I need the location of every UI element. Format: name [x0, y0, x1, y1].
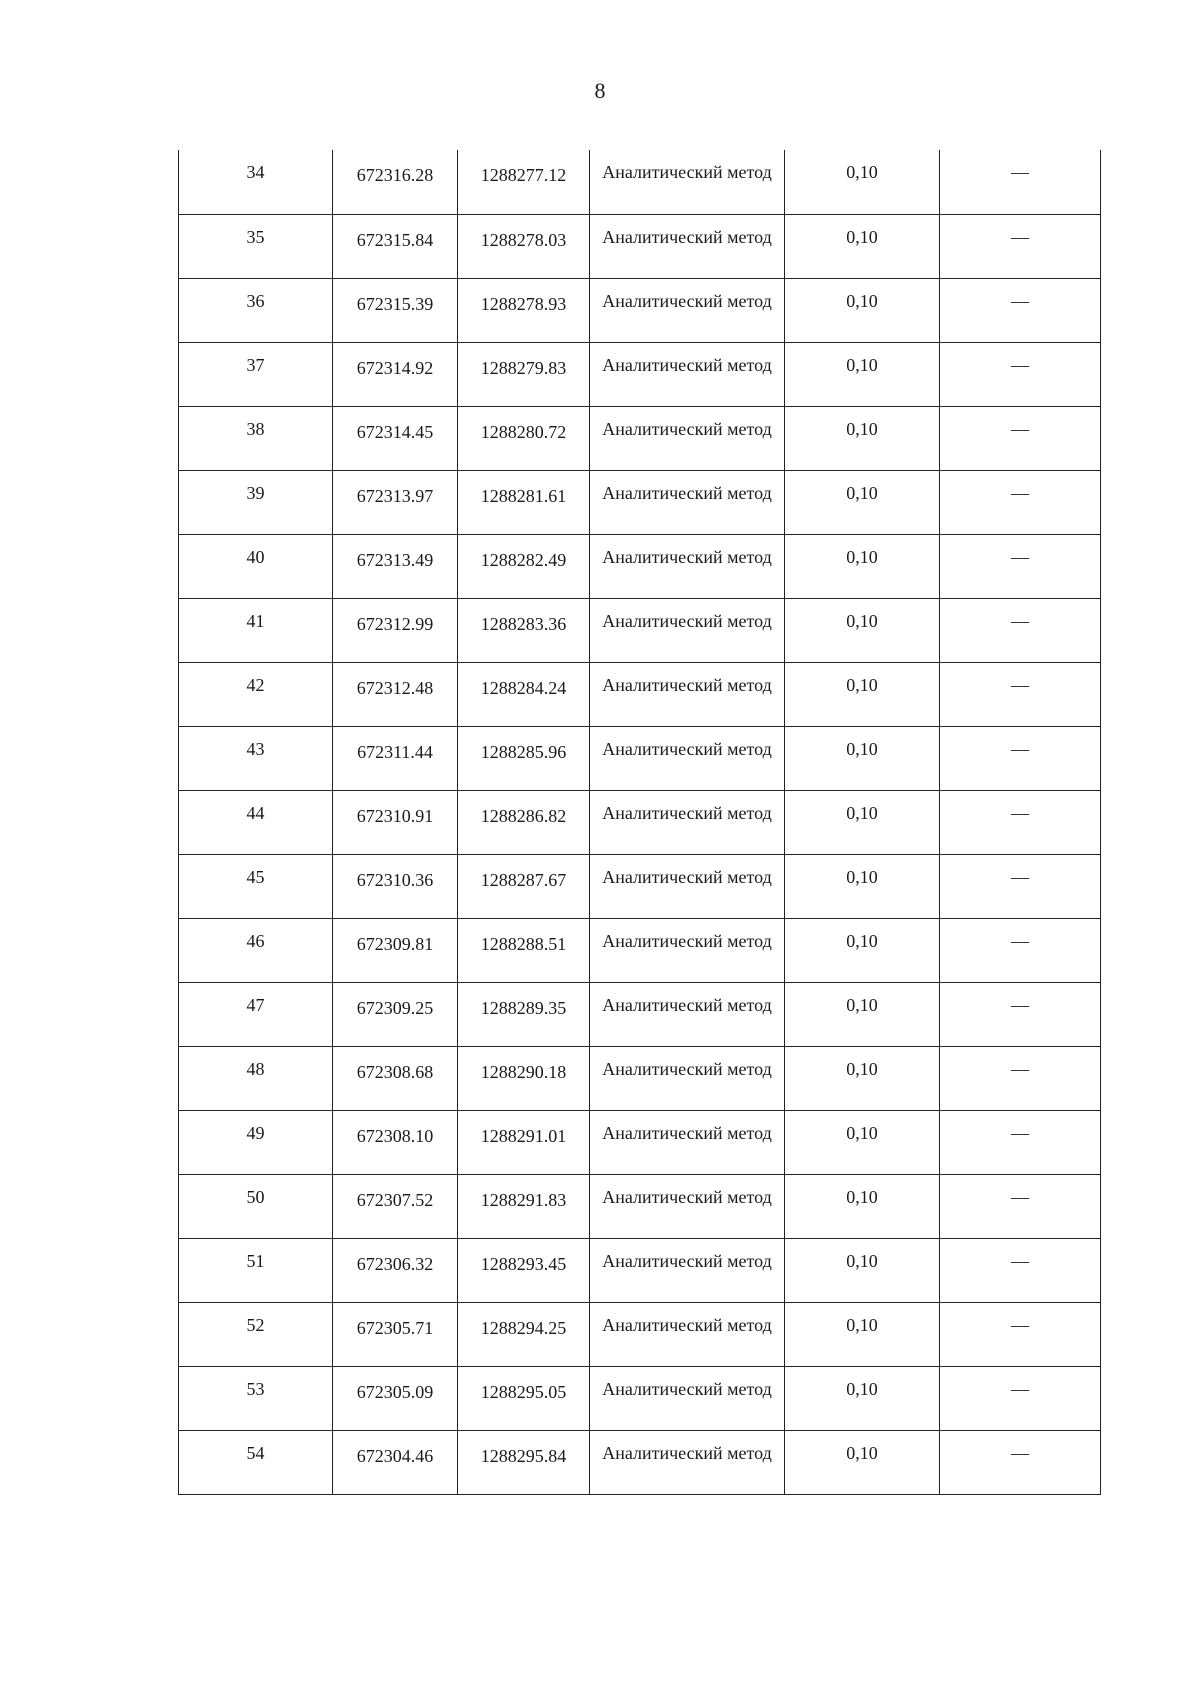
- point-number-cell: 43: [179, 726, 333, 790]
- x-coordinate-cell: 672313.49: [333, 534, 458, 598]
- note-cell: —: [940, 662, 1101, 726]
- accuracy-cell: 0,10: [785, 1046, 940, 1110]
- y-coordinate-cell: 1288288.51: [458, 918, 590, 982]
- x-coordinate-cell: 672311.44: [333, 726, 458, 790]
- table-row: [179, 726, 1101, 790]
- accuracy-cell: 0,10: [785, 278, 940, 342]
- point-number-cell: 49: [179, 1110, 333, 1174]
- y-coordinate-cell: 1288290.18: [458, 1046, 590, 1110]
- accuracy-cell: 0,10: [785, 214, 940, 278]
- table-row: [179, 150, 1101, 214]
- method-cell: Аналитический метод: [590, 1046, 785, 1110]
- point-number-cell: 34: [179, 150, 333, 214]
- note-cell: —: [940, 1110, 1101, 1174]
- accuracy-cell: 0,10: [785, 1430, 940, 1494]
- table-row: [179, 854, 1101, 918]
- method-cell: Аналитический метод: [590, 1110, 785, 1174]
- y-coordinate-cell: 1288294.25: [458, 1302, 590, 1366]
- note-cell: —: [940, 214, 1101, 278]
- accuracy-cell: 0,10: [785, 1110, 940, 1174]
- table-row: [179, 1046, 1101, 1110]
- table-row: [179, 1366, 1101, 1430]
- accuracy-cell: 0,10: [785, 534, 940, 598]
- accuracy-cell: 0,10: [785, 918, 940, 982]
- point-number-cell: 51: [179, 1238, 333, 1302]
- y-coordinate-cell: 1288280.72: [458, 406, 590, 470]
- table-row: [179, 1302, 1101, 1366]
- accuracy-cell: 0,10: [785, 342, 940, 406]
- note-cell: —: [940, 790, 1101, 854]
- x-coordinate-cell: 672310.91: [333, 790, 458, 854]
- x-coordinate-cell: 672309.25: [333, 982, 458, 1046]
- accuracy-cell: 0,10: [785, 1366, 940, 1430]
- point-number-cell: 42: [179, 662, 333, 726]
- accuracy-cell: 0,10: [785, 1302, 940, 1366]
- note-cell: —: [940, 1046, 1101, 1110]
- accuracy-cell: 0,10: [785, 598, 940, 662]
- point-number-cell: 50: [179, 1174, 333, 1238]
- note-cell: —: [940, 598, 1101, 662]
- point-number-cell: 45: [179, 854, 333, 918]
- point-number-cell: 41: [179, 598, 333, 662]
- y-coordinate-cell: 1288277.12: [458, 150, 590, 214]
- x-coordinate-cell: 672305.71: [333, 1302, 458, 1366]
- y-coordinate-cell: 1288282.49: [458, 534, 590, 598]
- point-number-cell: 54: [179, 1430, 333, 1494]
- note-cell: —: [940, 1430, 1101, 1494]
- note-cell: —: [940, 1238, 1101, 1302]
- y-coordinate-cell: 1288295.84: [458, 1430, 590, 1494]
- point-number-cell: 37: [179, 342, 333, 406]
- y-coordinate-cell: 1288284.24: [458, 662, 590, 726]
- point-number-cell: 36: [179, 278, 333, 342]
- point-number-cell: 53: [179, 1366, 333, 1430]
- y-coordinate-cell: 1288279.83: [458, 342, 590, 406]
- y-coordinate-cell: 1288286.82: [458, 790, 590, 854]
- x-coordinate-cell: 672308.10: [333, 1110, 458, 1174]
- method-cell: Аналитический метод: [590, 726, 785, 790]
- x-coordinate-cell: 672309.81: [333, 918, 458, 982]
- method-cell: Аналитический метод: [590, 790, 785, 854]
- note-cell: —: [940, 470, 1101, 534]
- method-cell: Аналитический метод: [590, 1366, 785, 1430]
- method-cell: Аналитический метод: [590, 470, 785, 534]
- coordinates-table: [178, 150, 1101, 1495]
- x-coordinate-cell: 672315.39: [333, 278, 458, 342]
- y-coordinate-cell: 1288291.83: [458, 1174, 590, 1238]
- point-number-cell: 35: [179, 214, 333, 278]
- accuracy-cell: 0,10: [785, 790, 940, 854]
- note-cell: —: [940, 726, 1101, 790]
- note-cell: —: [940, 1366, 1101, 1430]
- x-coordinate-cell: 672315.84: [333, 214, 458, 278]
- note-cell: —: [940, 854, 1101, 918]
- accuracy-cell: 0,10: [785, 982, 940, 1046]
- table-row: [179, 1110, 1101, 1174]
- x-coordinate-cell: 672304.46: [333, 1430, 458, 1494]
- table-row: [179, 790, 1101, 854]
- method-cell: Аналитический метод: [590, 918, 785, 982]
- x-coordinate-cell: 672305.09: [333, 1366, 458, 1430]
- method-cell: Аналитический метод: [590, 406, 785, 470]
- point-number-cell: 52: [179, 1302, 333, 1366]
- note-cell: —: [940, 406, 1101, 470]
- note-cell: —: [940, 278, 1101, 342]
- x-coordinate-cell: 672308.68: [333, 1046, 458, 1110]
- table-row: [179, 342, 1101, 406]
- point-number-cell: 48: [179, 1046, 333, 1110]
- page-number: 8: [594, 78, 606, 103]
- note-cell: —: [940, 1174, 1101, 1238]
- y-coordinate-cell: 1288283.36: [458, 598, 590, 662]
- table-row: [179, 918, 1101, 982]
- point-number-cell: 47: [179, 982, 333, 1046]
- table-row: [179, 1430, 1101, 1494]
- y-coordinate-cell: 1288293.45: [458, 1238, 590, 1302]
- accuracy-cell: 0,10: [785, 854, 940, 918]
- method-cell: Аналитический метод: [590, 1430, 785, 1494]
- x-coordinate-cell: 672313.97: [333, 470, 458, 534]
- point-number-cell: 39: [179, 470, 333, 534]
- method-cell: Аналитический метод: [590, 342, 785, 406]
- note-cell: —: [940, 150, 1101, 214]
- note-cell: —: [940, 342, 1101, 406]
- x-coordinate-cell: 672307.52: [333, 1174, 458, 1238]
- accuracy-cell: 0,10: [785, 1238, 940, 1302]
- method-cell: Аналитический метод: [590, 854, 785, 918]
- method-cell: Аналитический метод: [590, 150, 785, 214]
- table-row: [179, 662, 1101, 726]
- x-coordinate-cell: 672316.28: [333, 150, 458, 214]
- y-coordinate-cell: 1288285.96: [458, 726, 590, 790]
- note-cell: —: [940, 534, 1101, 598]
- table-row: [179, 1174, 1101, 1238]
- x-coordinate-cell: 672314.45: [333, 406, 458, 470]
- x-coordinate-cell: 672312.99: [333, 598, 458, 662]
- table-row: [179, 470, 1101, 534]
- method-cell: Аналитический метод: [590, 1174, 785, 1238]
- accuracy-cell: 0,10: [785, 726, 940, 790]
- accuracy-cell: 0,10: [785, 150, 940, 214]
- table-row: [179, 598, 1101, 662]
- note-cell: —: [940, 918, 1101, 982]
- x-coordinate-cell: 672306.32: [333, 1238, 458, 1302]
- accuracy-cell: 0,10: [785, 470, 940, 534]
- table-row: [179, 1238, 1101, 1302]
- note-cell: —: [940, 982, 1101, 1046]
- y-coordinate-cell: 1288291.01: [458, 1110, 590, 1174]
- method-cell: Аналитический метод: [590, 534, 785, 598]
- method-cell: Аналитический метод: [590, 662, 785, 726]
- point-number-cell: 38: [179, 406, 333, 470]
- accuracy-cell: 0,10: [785, 406, 940, 470]
- point-number-cell: 44: [179, 790, 333, 854]
- x-coordinate-cell: 672310.36: [333, 854, 458, 918]
- table-row: [179, 214, 1101, 278]
- method-cell: Аналитический метод: [590, 1302, 785, 1366]
- method-cell: Аналитический метод: [590, 214, 785, 278]
- y-coordinate-cell: 1288289.35: [458, 982, 590, 1046]
- x-coordinate-cell: 672312.48: [333, 662, 458, 726]
- accuracy-cell: 0,10: [785, 662, 940, 726]
- y-coordinate-cell: 1288295.05: [458, 1366, 590, 1430]
- table-row: [179, 534, 1101, 598]
- method-cell: Аналитический метод: [590, 278, 785, 342]
- point-number-cell: 40: [179, 534, 333, 598]
- y-coordinate-cell: 1288278.03: [458, 214, 590, 278]
- method-cell: Аналитический метод: [590, 1238, 785, 1302]
- x-coordinate-cell: 672314.92: [333, 342, 458, 406]
- coordinates-table-body: [179, 150, 1101, 1494]
- method-cell: Аналитический метод: [590, 982, 785, 1046]
- y-coordinate-cell: 1288287.67: [458, 854, 590, 918]
- note-cell: —: [940, 1302, 1101, 1366]
- point-number-cell: 46: [179, 918, 333, 982]
- table-row: [179, 982, 1101, 1046]
- table-row: [179, 278, 1101, 342]
- accuracy-cell: 0,10: [785, 1174, 940, 1238]
- y-coordinate-cell: 1288281.61: [458, 470, 590, 534]
- table-row: [179, 406, 1101, 470]
- y-coordinate-cell: 1288278.93: [458, 278, 590, 342]
- method-cell: Аналитический метод: [590, 598, 785, 662]
